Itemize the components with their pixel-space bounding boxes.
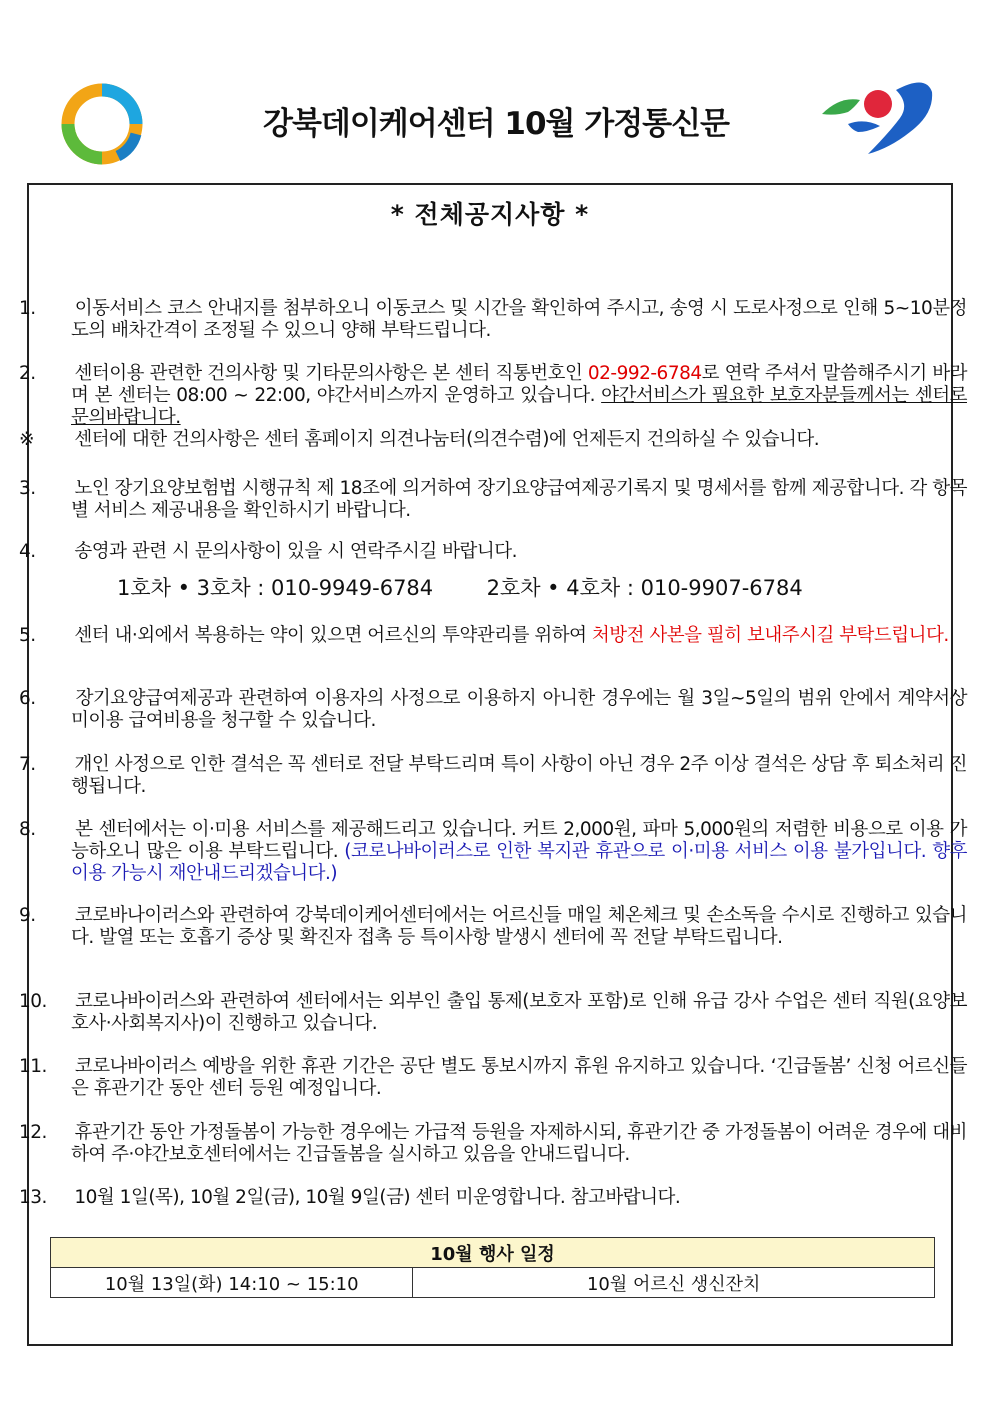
shuttle-phone-numbers bbox=[117, 572, 803, 602]
header bbox=[0, 60, 992, 170]
event-schedule-table bbox=[50, 1237, 935, 1298]
center-phone-number: 02-992-6784 bbox=[587, 363, 702, 384]
notice-item-10: 10. 코로나바이러스와 관련하여 센터에서는 외부인 출입 통제(보호자 포함)로 인해 유급 강사 수업은 센터 직원(요양보호사·사회복지사)이 진행하고 있습니다. bbox=[19, 991, 967, 1034]
notice-item-6: 6. 장기요양급여제공과 관련하여 이용자의 사정으로 이용하지 아니한 경우에는 월 3일~5일의 범위 안에서 계약서상 미이용 급여비용을 청구할 수 있습니다. bbox=[19, 688, 967, 731]
notice-item-5: 5. 센터 내·외에서 복용하는 약이 있으면 어르신의 투약관리를 위하여 처방전 사본을 필히 보내주시길 부탁드립니다. bbox=[19, 625, 949, 646]
notice-item-8: 8. 본 센터에서는 이·미용 서비스를 제공해드리고 있습니다. 커트 2,000원, 파마 5,000원의 저렴한 비용으로 이용 가능하오니 많은 이용 부탁드립니다. (코로나바이러스로 인한 복지관 휴관으로 이·미용 서비스 이용 불가입니다. 향후 이용 가능시 재안내드리겠습니다.) bbox=[19, 819, 967, 884]
notice-item-4: 4. 송영과 관련 시 문의사항이 있을 시 연락주시길 바랍니다. bbox=[19, 541, 517, 562]
notice-item-7: 7. 개인 사정으로 인한 결석은 꼭 센터로 전달 부탁드리며 특이 사항이 아닌 경우 2주 이상 결석은 상담 후 퇴소처리 진행됩니다. bbox=[19, 754, 967, 797]
page-title: 강북데이케어센터 10월 가정통신문 bbox=[263, 106, 729, 142]
shuttle-phone-1-3: 1호차 • 3호차 : 010-9949-6784 bbox=[117, 576, 434, 600]
notice-heading: * 전체공지사항 * bbox=[390, 200, 590, 229]
notice-item-2: 2. 센터이용 관련한 건의사항 및 기타문의사항은 본 센터 직통번호인 02-992-6784로 연락 주셔서 말씀해주시기 바라며 본 센터는 08:00 ~ 22:00, 야간서비스까지 운영하고 있습니다. 야간서비스가 필요한 보호자분들께서는 센터로 문의바랍니다. bbox=[19, 363, 967, 428]
notice-box bbox=[19, 183, 968, 1346]
gangbuk-district-emblem-icon bbox=[818, 74, 936, 158]
table-row bbox=[51, 1268, 935, 1298]
notice-item-11: 11. 코로나바이러스 예방을 위한 휴관 기간은 공단 별도 통보시까지 휴원 유지하고 있습니다. ‘긴급돌봄’ 신청 어르신들은 휴관기간 동안 센터 등원 예정입니다. bbox=[19, 1056, 967, 1099]
shuttle-phone-2-4: 2호차 • 4호차 : 010-9907-6784 bbox=[486, 576, 803, 600]
event-date: 10월 13일(화) 14:10 ~ 15:10 bbox=[51, 1268, 413, 1298]
notice-item-1: 1. 이동서비스 코스 안내지를 첨부하오니 이동코스 및 시간을 확인하여 주시고, 송영 시 도로사정으로 인해 5~10분정도의 배차간격이 조정될 수 있으니 양해 부탁드립니다. bbox=[19, 298, 968, 341]
notice-remark: ※ 센터에 대한 건의사항은 센터 홈페이지 의견나눔터(의견수렴)에 언제든지 건의하실 수 있습니다. bbox=[19, 429, 820, 450]
notice-item-12: 12. 휴관기간 동안 가정돌봄이 가능한 경우에는 가급적 등원을 자제하시되, 휴관기간 중 가정돌봄이 어려운 경우에 대비하여 주·야간보호센터에서는 긴급돌봄을 실시하고 있음을 안내드립니다. bbox=[19, 1122, 967, 1165]
notice-item-3: 3. 노인 장기요양보험법 시행규칙 제 18조에 의거하여 장기요양급여제공기록지 및 명세서를 함께 제공합니다. 각 항목별 서비스 제공내용을 확인하시기 바랍니다. bbox=[19, 478, 967, 521]
notice-item-13: 13. 10월 1일(목), 10월 2일(금), 10월 9일(금) 센터 미운영합니다. 참고바랍니다. bbox=[19, 1187, 681, 1208]
notice-item-9: 9. 코로바나이러스와 관련하여 강북데이케어센터에서는 어르신들 매일 체온체크 및 손소독을 수시로 진행하고 있습니다. 발열 또는 호흡기 증상 및 확진자 접촉 등 특이사항 발생시 센터에 꼭 전달 부탁드립니다. bbox=[19, 905, 967, 948]
schedule-heading: 10월 행사 일정 bbox=[51, 1238, 935, 1268]
event-name: 10월 어르신 생신잔치 bbox=[413, 1268, 935, 1298]
